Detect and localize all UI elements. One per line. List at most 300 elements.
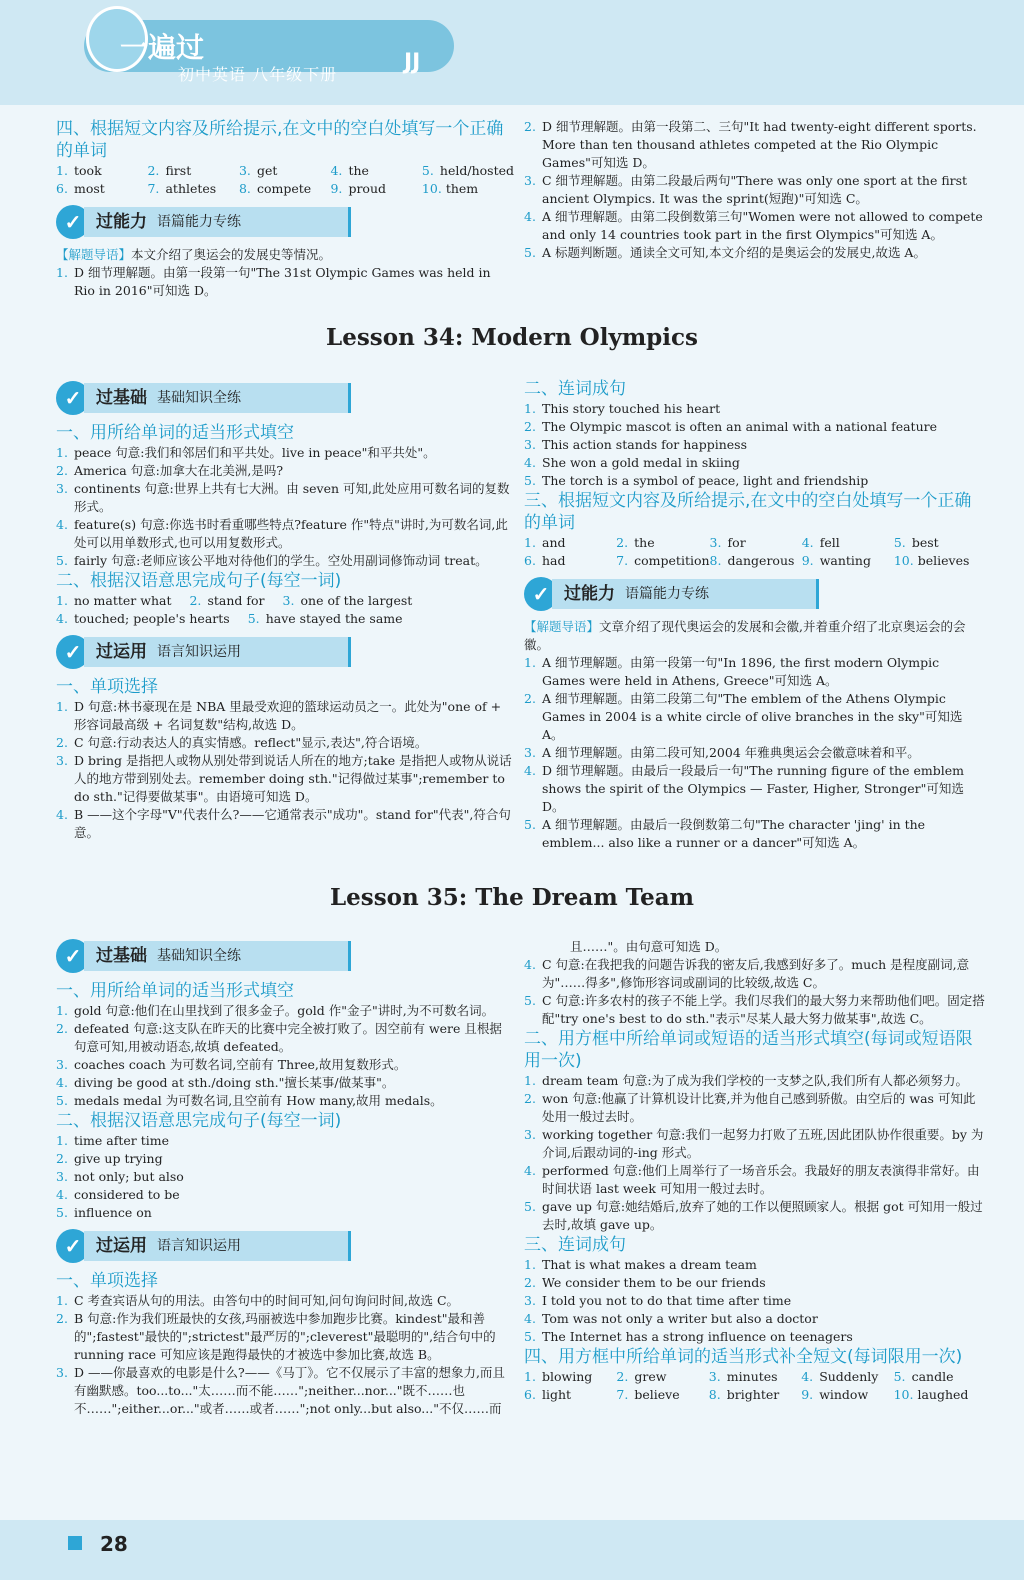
list-item: [524, 454, 986, 472]
item-number: 5.: [524, 473, 536, 488]
item-text: peace 句意:我们和邻居们和平共处。live in peace"和平共处"。: [74, 445, 436, 460]
item-number: 5.: [893, 535, 906, 550]
item-number: 2.: [56, 735, 68, 750]
item-number: 7.: [616, 1387, 629, 1402]
item-number: 6.: [524, 553, 536, 568]
item-number: 3.: [56, 753, 68, 768]
basics-badge: [56, 938, 514, 974]
list-item: [56, 1310, 514, 1364]
list-item: [239, 180, 330, 198]
item-text: took: [74, 163, 102, 178]
lesson34-left-column: [56, 374, 514, 842]
list-item: [801, 1368, 893, 1386]
check-icon: ✓: [56, 939, 90, 973]
item-text: blowing: [542, 1369, 593, 1384]
item-text: believe: [634, 1387, 680, 1402]
list-item: [56, 264, 514, 300]
item-number: 2.: [524, 119, 536, 134]
section-title: 二、根据汉语意思完成句子(每空一词): [56, 1111, 342, 1131]
item-number: 5.: [56, 1093, 68, 1108]
item-number: 2.: [616, 535, 629, 550]
list-item: [802, 534, 894, 552]
item-number: 4.: [524, 455, 536, 470]
item-number: 3.: [238, 163, 251, 178]
item-number: 8.: [708, 1387, 721, 1402]
section-title: 二、根据汉语意思完成句子(每空一词): [56, 571, 342, 591]
item-number: 6.: [524, 1387, 536, 1402]
item-text: This story touched his heart: [542, 401, 721, 416]
item-text: This action stands for happiness: [542, 437, 748, 452]
list-item: [56, 552, 514, 570]
item-text: Tom was not only a writer but also a doctor: [542, 1311, 818, 1326]
top-right-column: [524, 118, 986, 262]
intro-tag: 【解题导语】: [56, 247, 132, 262]
list-item: [56, 734, 514, 752]
list-item: [524, 172, 986, 208]
answer-line: [56, 592, 514, 610]
item-number: 4.: [56, 1075, 68, 1090]
item-number: 8.: [238, 181, 251, 196]
item-number: 3.: [282, 593, 295, 608]
list-item: [524, 1198, 986, 1234]
item-text: A 细节理解题。由第一段第一句"In 1896, the first modern Olympic Games were held in Athens, Greece"可知选 A。: [542, 655, 940, 688]
item-text: believes: [917, 553, 970, 568]
item-text: fairly 句意:老师应该公平地对待他们的学生。空处用副词修饰动词 treat。: [74, 553, 488, 568]
item-text: D 细节理解题。由第一段第一句"The 31st Olympic Games was held in Rio in 2016"可知选 D。: [74, 265, 491, 298]
item-text: compete: [256, 181, 312, 196]
item-number: 1.: [56, 163, 68, 178]
check-icon: ✓: [56, 381, 90, 415]
item-text: feature(s) 句意:你选书时看重哪些特点?feature 作"特点"讲时,为可数名词,此处可以用单数形式,也可以用复数形式。: [74, 517, 508, 550]
list-item: [709, 1368, 801, 1386]
list-item: [894, 1386, 986, 1404]
item-number: 5.: [524, 1329, 536, 1344]
item-number: 1.: [524, 401, 536, 416]
item-number: 2.: [524, 1091, 536, 1106]
list-item: [802, 552, 894, 570]
item-number: 1.: [56, 699, 68, 714]
item-text: C 句意:在我把我的问题告诉我的密友后,我感到好多了。much 是程度副词,意为"……得多",修饰形容词或副词的比较级,故选 C。: [542, 957, 970, 990]
item-text: America 句意:加拿大在北美洲,是吗?: [74, 463, 284, 478]
item-number: 4.: [801, 1369, 814, 1384]
list-item: [283, 592, 413, 610]
item-number: 1.: [524, 1257, 536, 1272]
item-text: medals medal 为可数名词,且空前有 How many,故用 medals。: [74, 1093, 443, 1108]
list-item: [524, 436, 986, 454]
list-item: [524, 1072, 986, 1090]
list-item: [524, 244, 986, 262]
check-icon: ✓: [56, 205, 90, 239]
item-number: 5.: [524, 817, 536, 832]
item-text: gave up 句意:她结婚后,放弃了她的工作以便照顾家人。根据 got 可知用一般过去时,故填 gave up。: [542, 1199, 983, 1232]
list-item: [524, 1162, 986, 1198]
list-item: [56, 462, 514, 480]
answer-grid: [524, 534, 986, 570]
list-item: [524, 118, 986, 172]
item-text: C 句意:许多农村的孩子不能上学。我们尽我们的最大努力来帮助他们吧。固定搭配"try one's best to do sth."表示"尽某人最大努力做某事",故选 C。: [542, 993, 985, 1026]
item-number: 9.: [330, 181, 343, 196]
list-item: [189, 592, 264, 610]
item-text: best: [911, 535, 939, 550]
item-text: competition: [634, 553, 710, 568]
list-item: [524, 762, 986, 816]
item-number: 5.: [524, 245, 536, 260]
list-item: [524, 1310, 986, 1328]
list-item: [524, 992, 986, 1028]
item-number: 5.: [56, 553, 68, 568]
item-number: 3.: [524, 437, 536, 452]
item-text: dream team 句意:为了成为我们学校的一支梦之队,我们所有人都必须努力。: [542, 1073, 969, 1088]
answer-list: [56, 698, 514, 842]
list-item: [56, 516, 514, 552]
list-item: [524, 1274, 986, 1292]
list-item: [239, 162, 330, 180]
list-item: [56, 480, 514, 516]
basics-badge: [56, 380, 514, 416]
item-text: A 细节理解题。由第二段倒数第三句"Women were not allowed to compete and only 14 countries took part in the first Olympics"可知选 A。: [542, 209, 983, 242]
item-text: the: [348, 163, 369, 178]
item-text: stand for: [207, 593, 265, 608]
item-text: D bring 是指把人或物从别处带到说话人所在的地方;take 是指把人或物从说话人的地方带到别处去。remember doing sth."记得做过某事";remember to do sth."记得要做某事"。由语境可知选 D。: [74, 753, 512, 804]
item-text: light: [542, 1387, 572, 1402]
item-number: 4.: [56, 1187, 68, 1202]
item-number: 4.: [330, 163, 343, 178]
item-number: 6.: [56, 181, 68, 196]
item-text: C 句意:行动表达人的真实情感。reflect"显示,表达",符合语境。: [74, 735, 428, 750]
item-number: 4.: [524, 209, 536, 224]
item-text: I told you not to do that time after time: [542, 1293, 792, 1308]
item-text: most: [74, 181, 105, 196]
badge-subtitle: 语言知识运用: [157, 1238, 241, 1254]
list-item: [801, 1386, 893, 1404]
check-icon: ✓: [56, 635, 90, 669]
answer-list: [524, 400, 986, 490]
item-number: 2.: [147, 163, 160, 178]
item-number: 2.: [524, 419, 536, 434]
item-number: 4.: [56, 611, 68, 626]
list-item: [147, 162, 238, 180]
check-icon: ✓: [56, 1229, 90, 1263]
item-number: 2.: [56, 1311, 68, 1326]
section-title: 三、根据短文内容及所给提示,在文中的空白处填写一个正确的单词: [524, 491, 972, 533]
intro-text: 文章介绍了现代奥运会的发展和会徽,并着重介绍了北京奥运会的会徽。: [524, 619, 966, 652]
badge-title: 过能力: [96, 212, 147, 232]
item-number: 4.: [524, 957, 536, 972]
item-text: B ——这个字母"V"代表什么?——它通常表示"成功"。stand for"代表",符合句意。: [74, 807, 511, 840]
answer-line: [56, 610, 514, 628]
list-item: [56, 1186, 514, 1204]
item-text: fell: [819, 535, 840, 550]
answer-list: [524, 1256, 986, 1346]
item-text: She won a gold medal in skiing: [542, 455, 740, 470]
list-item: [56, 752, 514, 806]
answer-list: [524, 1072, 986, 1234]
list-item: [524, 1256, 986, 1274]
item-text: influence on: [74, 1205, 152, 1220]
item-text: touched; people's hearts: [74, 611, 230, 626]
list-item: [56, 444, 514, 462]
item-number: 3.: [524, 1127, 536, 1142]
item-number: 1.: [56, 1003, 68, 1018]
item-text: We consider them to be our friends: [542, 1275, 766, 1290]
list-item: [524, 418, 986, 436]
item-text: The Internet has a strong influence on teenagers: [542, 1329, 853, 1344]
item-number: 1.: [56, 1133, 68, 1148]
item-number: 5.: [56, 1205, 68, 1220]
item-text: window: [819, 1387, 869, 1402]
footer-band: [0, 1520, 1024, 1580]
lesson35-right-column: [524, 938, 986, 1404]
item-text: won 句意:他赢了计算机设计比赛,并为他自己感到骄傲。由空后的 was 可知此处用一般过去时。: [542, 1091, 976, 1124]
section-title: 一、用所给单词的适当形式填空: [56, 981, 294, 1001]
list-item: [524, 1292, 986, 1310]
answer-list: [56, 1132, 514, 1222]
list-item: [524, 534, 616, 552]
lesson34-right-column: [524, 378, 986, 852]
item-number: 4.: [56, 517, 68, 532]
item-number: 7.: [147, 181, 160, 196]
list-item: [330, 162, 421, 180]
item-text: grew: [634, 1369, 667, 1384]
item-text: wanting: [819, 553, 871, 568]
check-icon: ✓: [524, 577, 558, 611]
item-text: That is what makes a dream team: [542, 1257, 757, 1272]
usage-badge: [56, 634, 514, 670]
item-text: D 句意:林书豪现在是 NBA 里最受欢迎的篮球运动员之一。此处为"one of + 形容词最高级 + 名词复数"结构,故选 D。: [74, 699, 502, 732]
list-item: [710, 552, 802, 570]
item-text: D ——你最喜欢的电影是什么?——《马丁》。它不仅展示了丰富的想象力,而且有幽默感。too...to..."太……而不能……";neither...nor..."既不……也不……";either...or..."或者……或者……";not only...but also..."不仅……而: [74, 1365, 505, 1416]
list-item: [524, 956, 986, 992]
item-text: diving be good at sth./doing sth."擅长某事/做某事"。: [74, 1075, 395, 1090]
item-number: 5.: [893, 1369, 906, 1384]
item-text: the: [634, 535, 655, 550]
item-text: no matter what: [74, 593, 172, 608]
item-number: 2.: [189, 593, 202, 608]
list-item: [330, 180, 421, 198]
badge-subtitle: 语篇能力专练: [625, 586, 709, 602]
list-item: [524, 1090, 986, 1126]
item-number: 3.: [524, 1293, 536, 1308]
list-item: [894, 1368, 986, 1386]
item-text: D 细节理解题。由第一段第二、三句"It had twenty-eight different sports. More than ten thousand athletes competed at the Rio Olympic Games"可知选 D。: [542, 119, 977, 170]
list-item: [616, 552, 709, 570]
list-item: [56, 1150, 514, 1168]
section-title: 一、单项选择: [56, 677, 158, 697]
section-title: 二、连词成句: [524, 379, 626, 399]
badge-subtitle: 语言知识运用: [157, 644, 241, 660]
badge-subtitle: 基础知识全练: [157, 390, 241, 406]
badge-subtitle: 基础知识全练: [157, 948, 241, 964]
item-text: and: [542, 535, 566, 550]
section-title: 一、用所给单词的适当形式填空: [56, 423, 294, 443]
item-text: performed 句意:他们上周举行了一场音乐会。我最好的朋友表演得非常好。由时间状语 last week 可知用一般过去时。: [542, 1163, 980, 1196]
list-item: [524, 744, 986, 762]
item-text: laughed: [917, 1387, 969, 1402]
item-text: A 细节理解题。由最后一段倒数第二句"The character 'jing' in the emblem... also like a runner or a dancer"可知选 A。: [542, 817, 926, 850]
item-number: 3.: [56, 1365, 68, 1380]
item-number: 1.: [56, 593, 68, 608]
answer-list: [524, 654, 986, 852]
list-item: [524, 552, 616, 570]
badge-title: 过基础: [96, 388, 147, 408]
item-number: 10.: [893, 553, 914, 568]
item-number: 1.: [56, 265, 68, 280]
list-item: [616, 534, 709, 552]
section-title: 四、用方框中所给单词的适当形式补全短文(每词限用一次): [524, 1347, 963, 1367]
edition-mark: JJ: [404, 50, 421, 75]
brand-title: 一遍过: [120, 31, 205, 64]
item-number: 3.: [56, 1057, 68, 1072]
item-text: A 细节理解题。由第二段可知,2004 年雅典奥运会会徽意味着和平。: [542, 745, 920, 760]
item-number: 4.: [524, 763, 536, 778]
item-text: had: [542, 553, 566, 568]
item-number: 9.: [801, 1387, 814, 1402]
section-title: 三、连词成句: [524, 1235, 626, 1255]
lesson-34-title: Lesson 34: Modern Olympics: [326, 324, 698, 351]
page-number: 28: [100, 1532, 128, 1556]
item-text: get: [256, 163, 278, 178]
item-number: 10.: [421, 181, 442, 196]
item-number: 3.: [708, 1369, 721, 1384]
answer-list: [56, 444, 514, 570]
item-number: 5.: [524, 993, 536, 1008]
badge-title: 过运用: [96, 642, 147, 662]
item-number: 1.: [524, 535, 536, 550]
answer-lines: [56, 592, 514, 628]
item-text: proud: [348, 181, 386, 196]
item-number: 1.: [524, 655, 536, 670]
usage-badge: [56, 1228, 514, 1264]
answer-grid: [56, 162, 514, 198]
item-text: one of the largest: [300, 593, 413, 608]
item-number: 2.: [56, 1151, 68, 1166]
item-number: 2.: [56, 463, 68, 478]
item-text: Suddenly: [819, 1369, 879, 1384]
item-number: 5.: [524, 1199, 536, 1214]
list-item: [56, 806, 514, 842]
list-item: [422, 162, 514, 180]
badge-title: 过运用: [96, 1236, 147, 1256]
page-marker: [68, 1536, 82, 1550]
item-number: 5.: [421, 163, 434, 178]
item-text: held/hosted: [439, 163, 514, 178]
list-item: [524, 1328, 986, 1346]
item-number: 7.: [616, 553, 629, 568]
list-item: [56, 698, 514, 734]
list-item: [56, 1168, 514, 1186]
continued-text: 且……"。由句意可知选 D。: [570, 939, 728, 954]
item-text: considered to be: [74, 1187, 180, 1202]
item-text: C 考查宾语从句的用法。由答句中的时间可知,问句询问时间,故选 C。: [74, 1293, 460, 1308]
lesson-35-title: Lesson 35: The Dream Team: [329, 884, 695, 911]
item-text: A 细节理解题。由第二段第二句"The emblem of the Athens Olympic Games in 2004 is a white circle of olive branches in the sky"可知选 A。: [542, 691, 963, 742]
item-text: B 句意:作为我们班最快的女孩,玛丽被选中参加跑步比赛。kindest"最和善的";fastest"最快的";strictest"最严厉的";cleverest"最聪明的",结合句中的 running race 可知应该是跑得最快的才被选中参加比赛,故选 B。: [74, 1311, 496, 1362]
item-number: 2.: [56, 1021, 68, 1036]
item-text: gold 句意:他们在山里找到了很多金子。gold 作"金子"讲时,为不可数名词。: [74, 1003, 495, 1018]
list-item: [616, 1368, 708, 1386]
item-number: 2.: [524, 691, 536, 706]
item-number: 1.: [524, 1073, 536, 1088]
list-item: [524, 472, 986, 490]
answer-grid: [524, 1368, 986, 1404]
list-item: [56, 1002, 514, 1020]
list-item: [56, 162, 147, 180]
item-number: 4.: [524, 1163, 536, 1178]
item-text: first: [165, 163, 192, 178]
item-number: 10.: [893, 1387, 914, 1402]
item-number: 1.: [524, 1369, 536, 1384]
section-title: 二、用方框中所给单词或短语的适当形式填空(每词或短语限用一次): [524, 1029, 973, 1071]
item-number: 9.: [801, 553, 814, 568]
answer-list: [524, 956, 986, 1028]
item-text: working together 句意:我们一起努力打败了五班,因此团队协作很重要。by 为介词,后跟动词的-ing 形式。: [542, 1127, 984, 1160]
item-number: 3.: [709, 535, 722, 550]
item-text: minutes: [726, 1369, 778, 1384]
item-text: give up trying: [74, 1151, 163, 1166]
lesson35-left-column: [56, 932, 514, 1418]
item-text: for: [727, 535, 746, 550]
list-item: [524, 1126, 986, 1162]
list-item: [710, 534, 802, 552]
list-item: [894, 534, 986, 552]
list-item: [524, 816, 986, 852]
list-item: [147, 180, 238, 198]
list-item: [422, 180, 514, 198]
section-title: 一、单项选择: [56, 1271, 158, 1291]
item-text: not only; but also: [74, 1169, 184, 1184]
list-item: [56, 1204, 514, 1222]
book-subtitle: 初中英语 八年级下册: [178, 65, 338, 84]
answer-list: [56, 1292, 514, 1418]
item-text: A 标题判断题。通读全文可知,本文介绍的是奥运会的发展史,故选 A。: [542, 245, 926, 260]
item-number: 3.: [524, 745, 536, 760]
item-number: 4.: [801, 535, 814, 550]
answer-list: [56, 1002, 514, 1110]
item-text: The torch is a symbol of peace, light and friendship: [542, 473, 869, 488]
list-item: [56, 610, 230, 628]
answer-list: [524, 118, 986, 262]
list-item: [248, 610, 403, 628]
item-text: athletes: [165, 181, 217, 196]
list-item: [56, 1292, 514, 1310]
item-number: 3.: [524, 173, 536, 188]
item-number: 2.: [616, 1369, 629, 1384]
item-number: 5.: [247, 611, 260, 626]
item-text: them: [445, 181, 479, 196]
item-text: C 细节理解题。由第二段最后两句"There was only one sport at the first ancient Olympics. It was the sprint(短跑)"可知选 C。: [542, 173, 968, 206]
item-text: The Olympic mascot is often an animal with a national feature: [542, 419, 937, 434]
ability-badge: [524, 576, 986, 612]
list-item: [524, 400, 986, 418]
item-text: brighter: [726, 1387, 780, 1402]
item-number: 4.: [524, 1311, 536, 1326]
list-item: [56, 1056, 514, 1074]
badge-subtitle: 语篇能力专练: [157, 214, 241, 230]
list-item: [524, 1386, 616, 1404]
intro-text: 本文介绍了奥运会的发展史等情况。: [131, 247, 332, 262]
ability-badge: [56, 204, 514, 240]
item-text: D 细节理解题。由最后一段最后一句"The running figure of the emblem shows the spirit of the Olympics — Faster, Higher, Stronger"可知选 D。: [542, 763, 964, 814]
badge-title: 过能力: [564, 584, 615, 604]
list-item: [524, 654, 986, 690]
list-item: [56, 592, 171, 610]
item-number: 3.: [56, 481, 68, 496]
item-text: candle: [911, 1369, 954, 1384]
item-text: have stayed the same: [265, 611, 403, 626]
answer-list: [56, 264, 514, 300]
intro-tag: 【解题导语】: [524, 619, 600, 634]
top-left-column: [56, 118, 514, 300]
